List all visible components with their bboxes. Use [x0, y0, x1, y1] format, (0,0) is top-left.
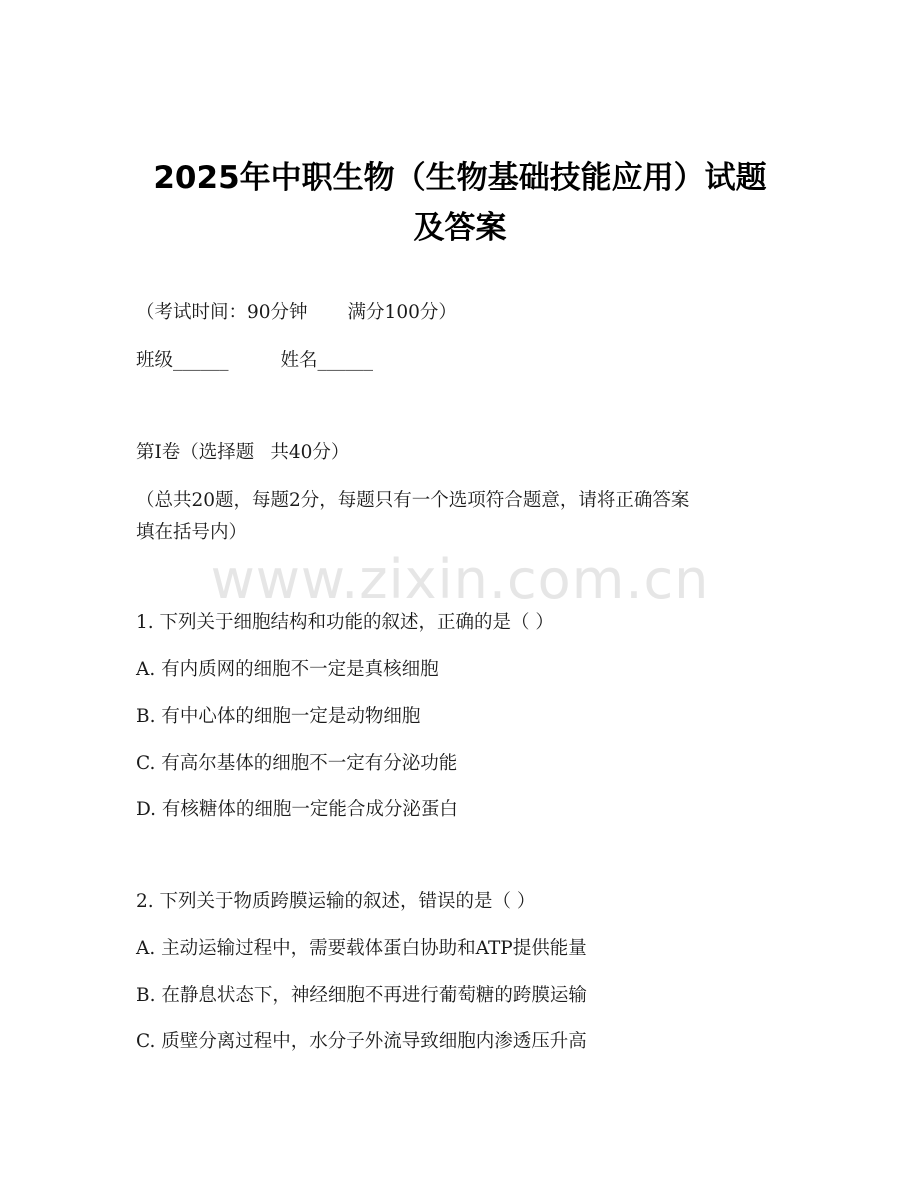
option-b: B. 有中心体的细胞一定是动物细胞 [136, 706, 421, 727]
section-heading [136, 440, 349, 466]
document-title-line1: 2025年中职生物（生物基础技能应用）试题 [153, 160, 767, 196]
option-c: C. 质壁分离过程中，水分子外流导致细胞内渗透压升高 [136, 1031, 587, 1052]
section-heading-part: 第Ⅰ卷（选择题 [136, 442, 255, 463]
instructions-line1: （总共20题，每题2分，每题只有一个选项符合题意，请将正确答案 [136, 490, 690, 511]
option-c: C. 有高尔基体的细胞不一定有分泌功能 [136, 753, 458, 774]
name-field: 姓名______ [280, 350, 374, 371]
full-score: 满分100分） [347, 302, 457, 323]
question-stem: 2. 下列关于物质跨膜运输的叙述，错误的是（ ） [136, 891, 536, 912]
document-title-line2: 及答案 [413, 210, 507, 246]
option-d: D. 有核糖体的细胞一定能合成分泌蛋白 [136, 799, 458, 820]
student-fields [136, 348, 373, 374]
option-a: A. 主动运输过程中，需要载体蛋白协助和ATP提供能量 [136, 938, 587, 959]
exam-info [136, 300, 457, 326]
option-a: A. 有内质网的细胞不一定是真核细胞 [136, 659, 439, 680]
watermark: www.zixin.com.cn [210, 548, 710, 611]
section-heading-total: 共40分） [270, 442, 350, 463]
exam-time: （考试时间：90分钟 [136, 302, 308, 323]
question-stem: 1. 下列关于细胞结构和功能的叙述，正确的是（ ） [136, 612, 554, 633]
option-b: B. 在静息状态下，神经细胞不再进行葡萄糖的跨膜运输 [136, 985, 587, 1006]
instructions-line2: 填在括号内） [136, 522, 248, 543]
class-field: 班级______ [136, 350, 229, 371]
